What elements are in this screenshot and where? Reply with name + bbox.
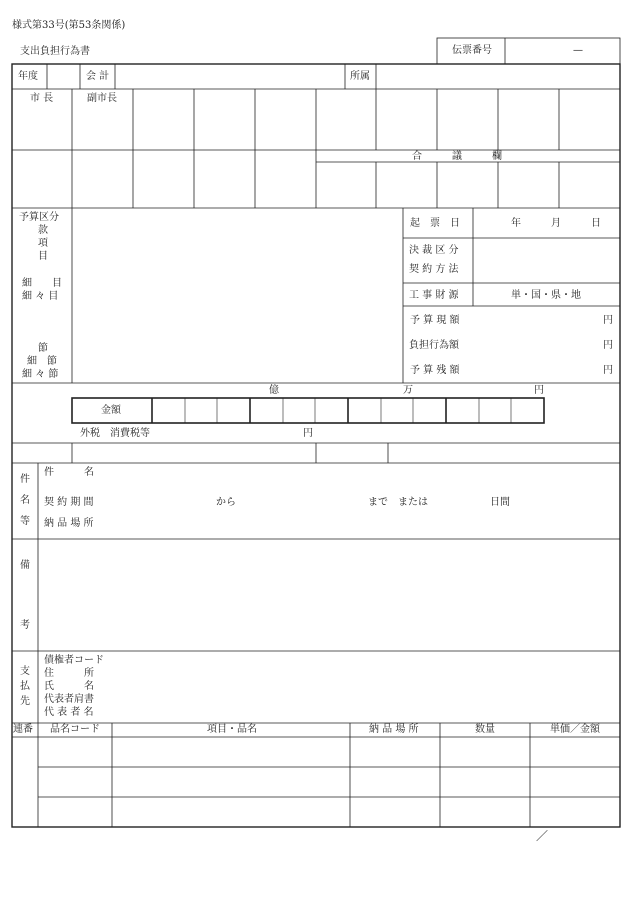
funding-options[interactable]: 単・国・県・地 (511, 290, 581, 301)
year-field[interactable] (48, 65, 79, 88)
budget-current-yen: 円 (603, 315, 613, 326)
budget-category-label: 予算区分 (19, 212, 59, 223)
payee-side-1: 支 (20, 666, 30, 677)
dept-label: 所属 (350, 71, 370, 82)
year-label: 年度 (18, 71, 38, 82)
rep-name-label: 代 表 者 名 (44, 707, 94, 718)
subject-name-field[interactable] (110, 465, 615, 485)
decision-contract-field[interactable] (474, 239, 619, 282)
mayor-label: 市 長 (30, 93, 54, 104)
details-side-1: 件 (20, 474, 30, 485)
amount-field[interactable] (153, 399, 543, 422)
contract-period-label: 契 約 期 間 (44, 497, 94, 508)
draft-date-label: 起 票 日 (410, 218, 460, 229)
table-row[interactable] (39, 798, 619, 826)
draft-date-field[interactable]: 年 月 日 (511, 218, 601, 229)
council-label: 合 議 欄 (412, 151, 502, 162)
voucher-number-field[interactable]: — (573, 45, 583, 56)
form-title: 支出負担行為書 (20, 46, 90, 57)
account-label: 会 計 (86, 71, 110, 82)
saisaisetsu-label: 細 々 節 (22, 369, 59, 380)
col-item-name: 項目・品名 (207, 724, 257, 735)
amount-label: 金額 (101, 405, 121, 416)
remarks-side-1: 備 (20, 560, 30, 571)
budget-remaining-label: 予 算 残 額 (410, 365, 460, 376)
delivery-place-label: 納 品 場 所 (44, 518, 94, 529)
table-row[interactable] (39, 768, 619, 796)
tax-label: 外税 消費税等 (80, 428, 150, 439)
creditor-code-label: 債権者コード (44, 655, 104, 666)
form-number: 様式第33号(第53条関係) (12, 20, 126, 31)
vice-mayor-label: 副市長 (87, 93, 117, 104)
period-from: から (216, 497, 236, 508)
details-side-2: 名 (20, 495, 30, 506)
col-item-code: 品名コード (50, 724, 100, 735)
payee-address-label: 住 所 (44, 668, 94, 679)
remarks-field[interactable] (39, 540, 619, 650)
details-side-3: 等 (20, 516, 30, 527)
moku-label: 目 (38, 251, 48, 262)
commitment-label: 負担行為額 (409, 340, 459, 351)
oku-unit: 億 (269, 385, 279, 396)
col-price-amount: 単価／金額 (550, 724, 600, 735)
saisetsu-label: 細 節 (27, 356, 57, 367)
tax-yen: 円 (303, 428, 313, 439)
col-delivery-place: 納 品 場 所 (369, 724, 419, 735)
table-row[interactable] (39, 738, 619, 766)
budget-field[interactable] (73, 209, 402, 382)
saimoku-label: 細 目 (22, 278, 62, 289)
period-until: まで または (368, 497, 428, 508)
contract-method-label: 契 約 方 法 (409, 264, 459, 275)
delivery-place-field[interactable] (110, 515, 615, 535)
commitment-yen: 円 (603, 340, 613, 351)
saisaimoku-label: 細 々 目 (22, 291, 59, 302)
account-field[interactable] (116, 65, 344, 88)
man-unit: 万 (403, 385, 413, 396)
col-quantity: 数量 (475, 724, 495, 735)
voucher-label: 伝票番号 (452, 45, 492, 56)
payee-name-label: 氏 名 (44, 681, 94, 692)
decision-type-label: 決 裁 区 分 (409, 245, 459, 256)
budget-current-label: 予 算 現 額 (410, 315, 460, 326)
period-days: 日間 (490, 497, 510, 508)
subject-name-label: 件 名 (44, 467, 94, 478)
payee-field[interactable] (112, 652, 619, 722)
rep-title-label: 代表者肩書 (44, 694, 94, 705)
kan-label: 款 (38, 225, 48, 236)
footer-slash-mark: ／ (536, 829, 549, 843)
setsu-label: 節 (38, 343, 48, 354)
kou-label: 項 (38, 238, 48, 249)
remarks-side-2: 考 (20, 620, 30, 631)
dept-field[interactable] (377, 65, 619, 88)
col-serial: 連番 (13, 724, 33, 735)
payee-side-3: 先 (20, 696, 30, 707)
funding-label: 工 事 財 源 (409, 290, 459, 301)
yen-unit: 円 (534, 385, 544, 396)
budget-remaining-yen: 円 (603, 365, 613, 376)
payee-side-2: 払 (20, 681, 30, 692)
